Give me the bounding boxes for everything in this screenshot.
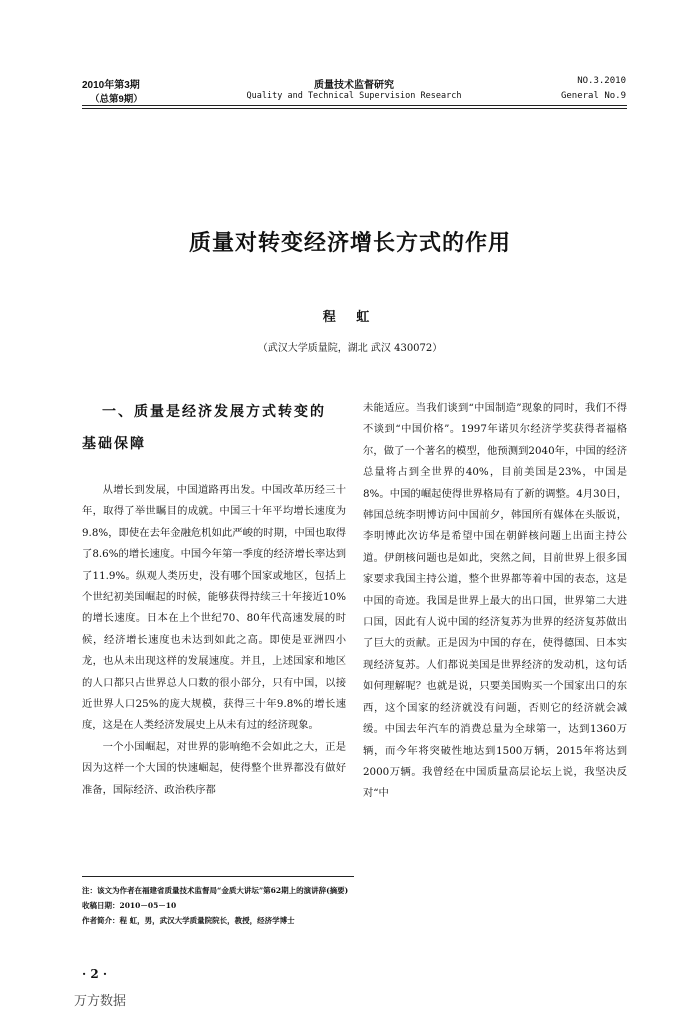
- paragraph: 未能适应。当我们谈到“中国制造”现象的同时，我们不得不谈到“中国价格”。1997年诺贝尔经济学奖获得者福格尔，做了一个著名的模型，他预测到2040年，中国的经济总量将占到全世界的40%，目前美国是23%，中国是8%。中国的崛起使得世界格局有了新的调整。4月30日，韩国总统李明博访问中国前夕，韩国所有媒体在头版说，李明博此次访华是希望中国在朝鲜核问题上出面主持公道。伊朗核问题也是如此，突然之间，目前世界上很多国家要求我国主持公道，整个世界都等着中国的表态，这是中国的奇迹。我国是世界上最大的出口国，世界第二大进口国，因此有人说中国的经济复苏为世界的经济复苏做出了巨大的贡献。正是因为中国的存在，使得德国、日本实现经济复苏。人们都说美国是世界经济的发动机，这句话如何理解呢？也就是说，只要美国购买一个国家出口的东西，这个国家的经济就没有问题，否则它的经济就会减缓。中国去年汽车的消费总量为全球第一，达到1360万辆，而今年将突破性地达到1500万辆，2015年将达到2000万辆。我曾经在中国质量高层论坛上说，我坚决反对“中: [363, 402, 627, 800]
- section-heading: [82, 396, 344, 460]
- paragraph: 一个小国崛起，对世界的影响绝不会如此之大，正是因为这样一个大国的快速崛起，使得整个世界都没有做好准备，国际经济、政治秩序都: [82, 740, 346, 796]
- section-heading-line2: 基础保障: [82, 436, 146, 452]
- header-rule-top: [82, 105, 627, 106]
- footnotes: [82, 883, 627, 928]
- running-header: [82, 76, 626, 106]
- journal-title-cn: 质量技术监督研究: [314, 80, 394, 91]
- left-column: [82, 480, 346, 801]
- journal-title-en: Quality and Technical Supervision Research: [246, 91, 462, 101]
- footnote-rule: [82, 876, 354, 877]
- page-number: · 2 ·: [82, 967, 108, 981]
- header-rule-bottom: [82, 108, 627, 109]
- footnote-source: 注：该文为作者在福建省质量技术监督局“金质大讲坛”第62期上的演讲辞(摘要): [82, 886, 349, 895]
- issue-number: NO.3.2010: [577, 76, 626, 86]
- footnote-author-bio: 作者简介：程 虹，男，武汉大学质量院院长，教授，经济学博士: [82, 916, 295, 925]
- general-number: General No.9: [560, 91, 626, 101]
- article-title: 质量对转变经济增长方式的作用: [188, 230, 511, 256]
- right-column: [363, 398, 627, 805]
- paragraph: 从增长到发展，中国道路再出发。中国改革历经三十年，取得了举世瞩目的成就。中国三十年平均增长速度为9.8%，即使在去年金融危机如此严峻的时期，中国也取得了8.6%的增长速度。中国今年第一季度的经济增长率达到了11.9%。纵观人类历史，没有哪个国家或地区，包括上个世纪初美国崛起的时候，能够获得持续三十年接近10%的增长速度。日本在上个世纪70、80年代高速发展的时候，经济增长速度也未达到如此之高。即使是亚洲四小龙，也从未出现这样的发展速度。并且，上述国家和地区的人口都只占世界总人口数的很小部分，只有中国，以接近世界人口25%的庞大规模，获得三十年9.8%的增长速度，这是在人类经济发展史上从未有过的经济现象。: [82, 484, 346, 732]
- author-affiliation: （武汉大学质量院，湖北 武汉 430072）: [257, 343, 443, 354]
- issue-label: 2010年第3期: [82, 80, 140, 91]
- section-heading-line1: 一、质量是经济发展方式转变的: [102, 404, 326, 420]
- total-issue-label: （总第9期）: [90, 94, 143, 105]
- footnote-received-date: 收稿日期：2010－05－10: [82, 901, 177, 910]
- watermark: 万方数据: [74, 994, 127, 1009]
- article-author: 程 虹: [322, 310, 378, 325]
